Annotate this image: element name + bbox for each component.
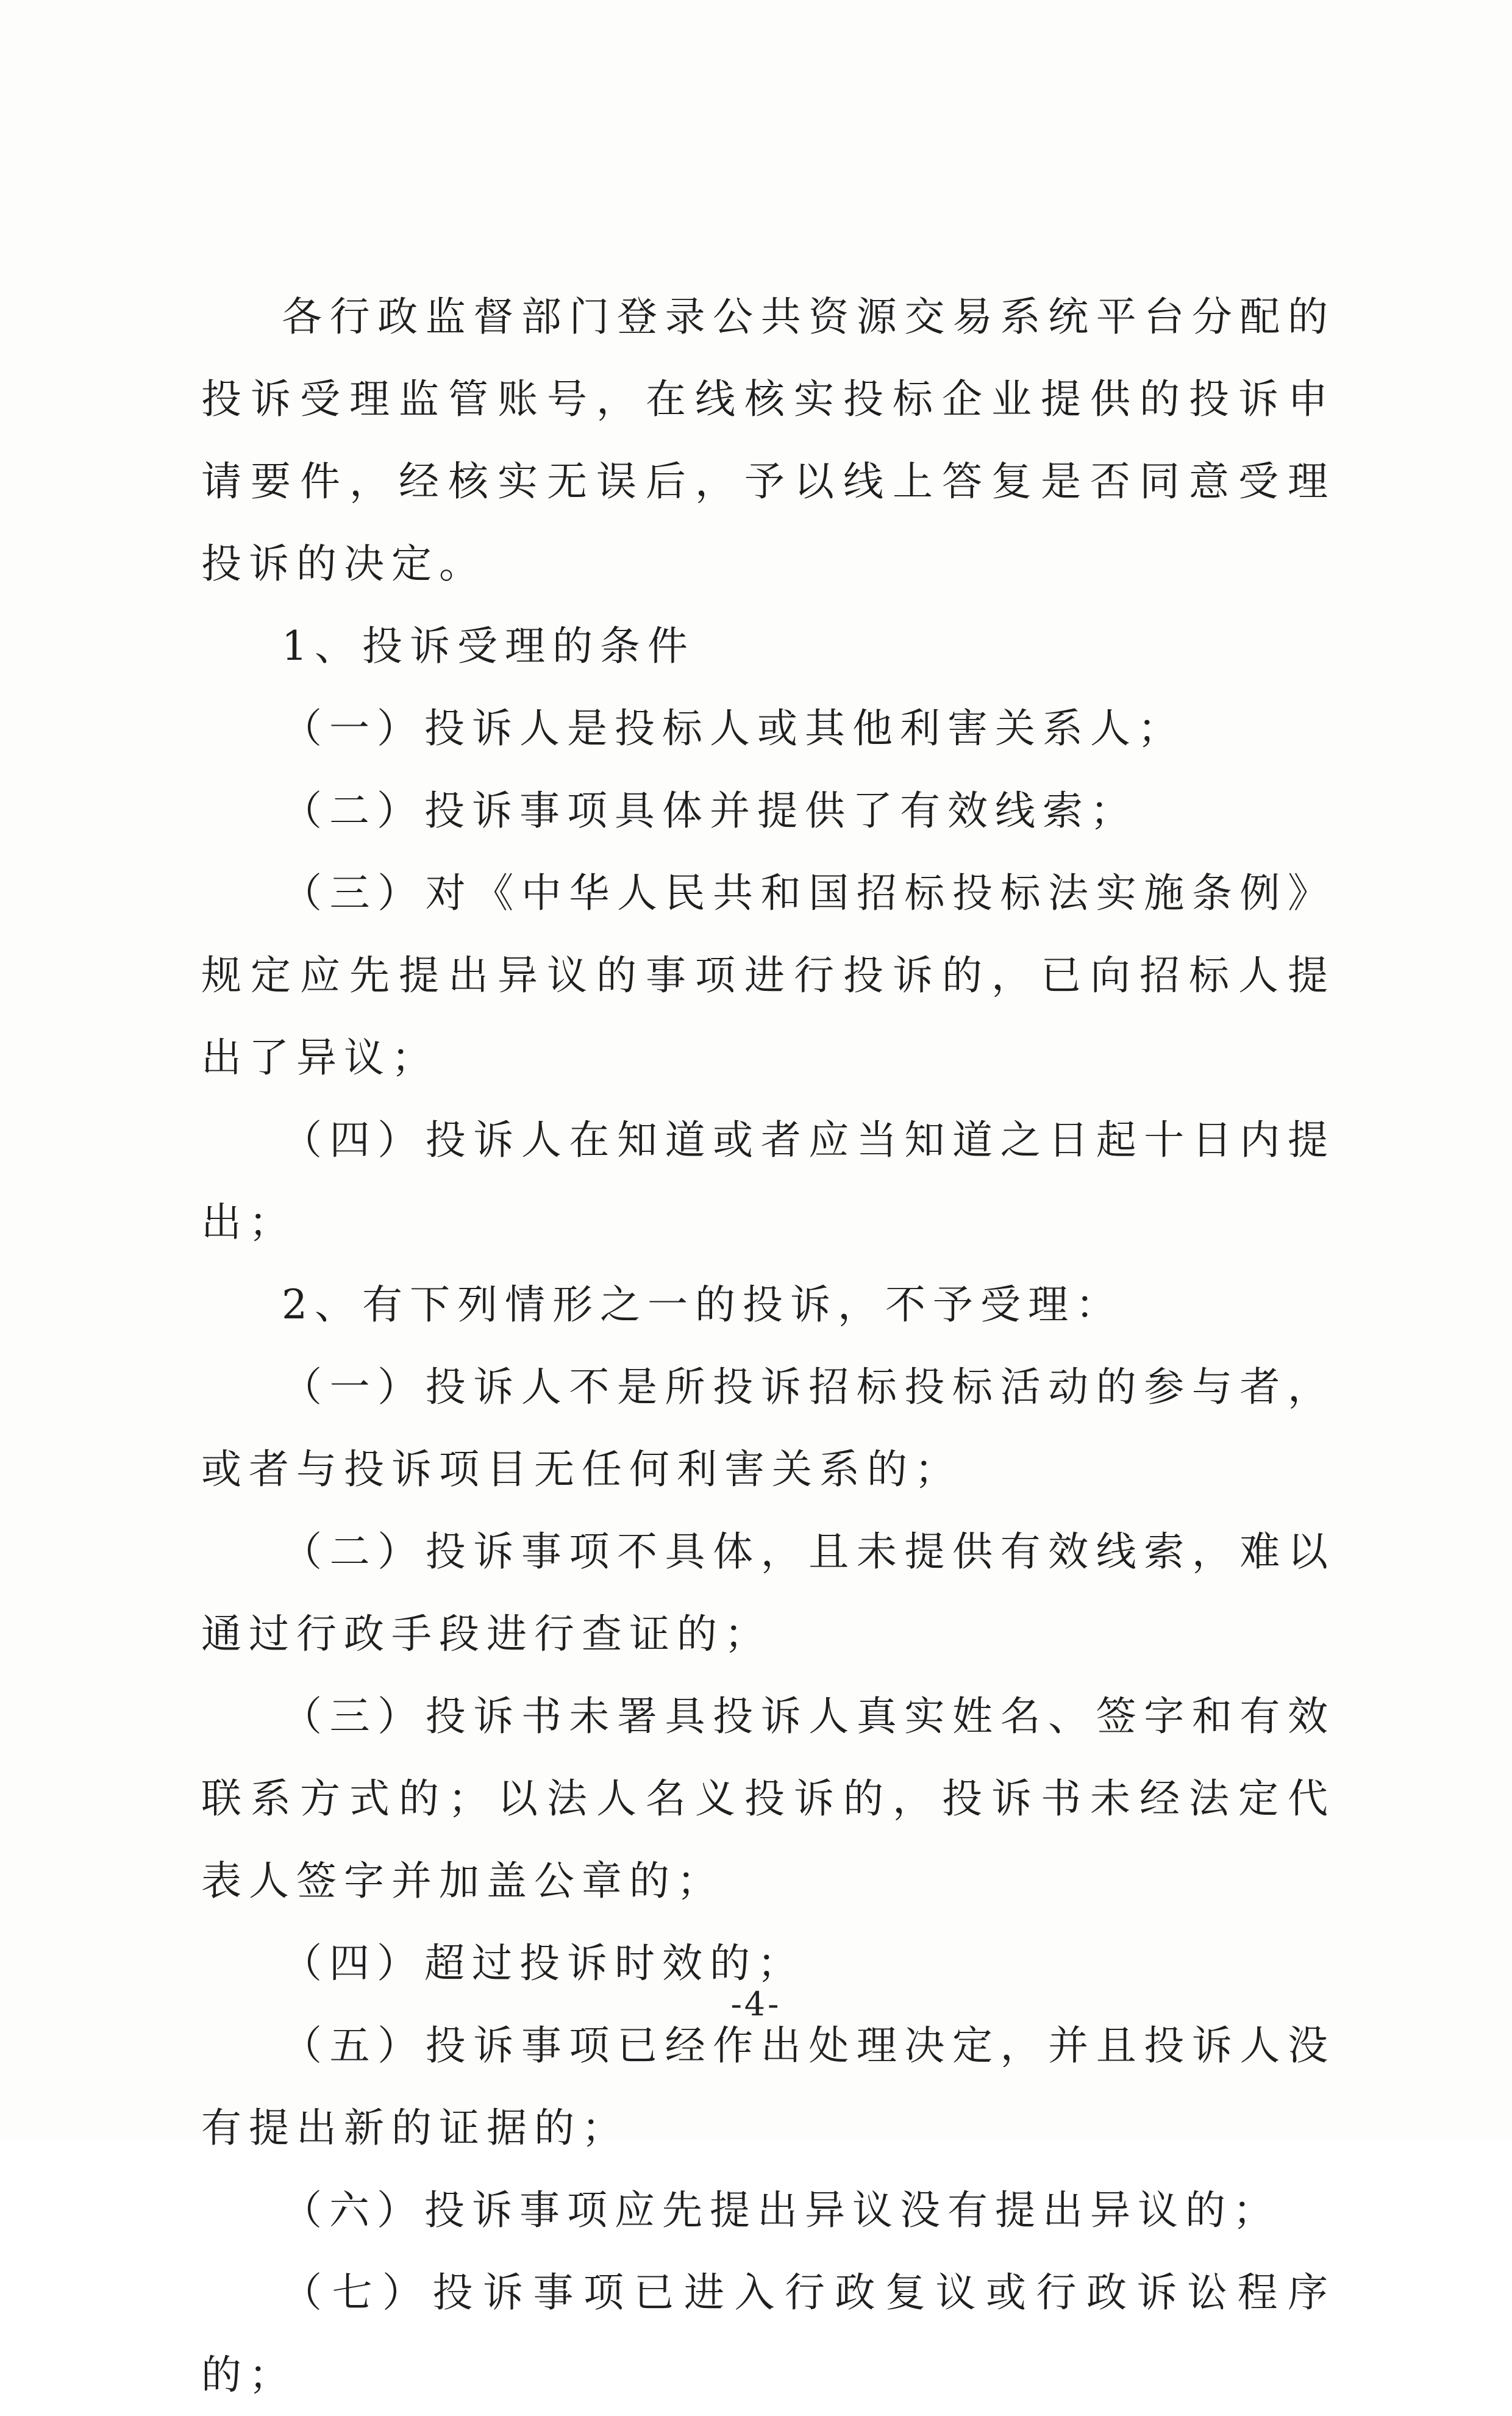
document-body [201, 276, 1335, 2416]
list-item: （一）投诉人不是所投诉招标投标活动的参与者，或者与投诉项目无任何利害关系的； [201, 1363, 1335, 1493]
list-item: （六）投诉事项应先提出异议没有提出异议的； [282, 2187, 1280, 2234]
list-item: （二）投诉事项具体并提供了有效线索； [282, 787, 1138, 834]
list-item: （三）投诉书未署具投诉人真实姓名、签字和有效联系方式的；以法人名义投诉的，投诉书未经法定代表人签字并加盖公章的； [201, 1693, 1335, 1904]
list-item: （五）投诉事项已经作出处理决定，并且投诉人没有提出新的证据的； [201, 2022, 1335, 2151]
heading-acceptance-conditions: 1、投诉受理的条件 [282, 623, 695, 670]
list-item: （三）对《中华人民共和国招标投标法实施条例》规定应先提出异议的事项进行投诉的，已向招标人提出了异议； [201, 870, 1335, 1081]
list-item: （二）投诉事项不具体，且未提供有效线索，难以通过行政手段进行查证的； [201, 1528, 1335, 1657]
paragraph-intro: 各行政监督部门登录公共资源交易系统平台分配的投诉受理监管账号，在线核实投标企业提供的投诉申请要件，经核实无误后，予以线上答复是否同意受理投诉的决定。 [201, 293, 1335, 587]
list-item: （七）投诉事项已进入行政复议或行政诉讼程序的； [201, 2269, 1335, 2398]
list-item: （四）超过投诉时效的； [282, 1940, 805, 1987]
list-item: （四）投诉人在知道或者应当知道之日起十日内提出； [201, 1117, 1335, 1246]
page-number: -4- [730, 1985, 782, 2023]
heading-rejection-cases: 2、有下列情形之一的投诉，不予受理： [282, 1281, 1123, 1328]
list-item: （一）投诉人是投标人或其他利害关系人； [282, 705, 1185, 752]
